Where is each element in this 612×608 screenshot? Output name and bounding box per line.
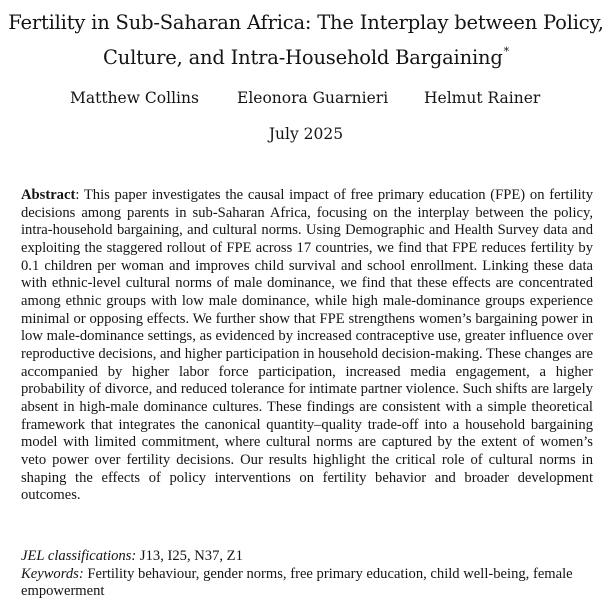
title-line-2-text: Culture, and Intra-Household Bargaining — [103, 46, 503, 69]
jel-codes: J13, I25, N37, Z1 — [139, 548, 243, 564]
title-line-2 — [0, 37, 612, 72]
title-line-1: Fertility in Sub-Saharan Africa: The Interplay between Policy, — [8, 11, 604, 34]
publication-date: July 2025 — [268, 125, 344, 143]
keywords-label: Keywords: — [21, 565, 84, 582]
title-footnote-mark: * — [503, 45, 509, 58]
classification-block — [21, 548, 593, 601]
keywords — [21, 566, 593, 601]
keywords-text: Fertility behaviour, gender norms, free primary education, child well-being, female empowerment — [21, 565, 573, 600]
author-name: Helmut Rainer — [424, 89, 541, 107]
author-list — [0, 89, 612, 111]
jel-classifications — [21, 548, 593, 566]
author-name: Matthew Collins — [70, 89, 199, 107]
author-name: Eleonora Guarnieri — [237, 89, 389, 107]
paper-title — [0, 8, 612, 72]
abstract: Abstract: This paper investigates the causal impact of free primary education (FPE) on fertility decisions among parents in sub-Saharan Africa, focusing on the interplay between the policy, intra-household bargaining, and cultural norms. Using Demographic and Health Survey data and exploiting the staggered rollout of FPE across 17 countries, we find that FPE reduces fertility by 0.1 children per woman and improves child survival and school enrollment. Linking these data with ethnic-level cultural norms of male dominance, we find that these effects are concentrated among ethnic groups with low male dominance, while high male-dominance groups experience minimal or opposing effects. We further show that FPE strengthens women’s bargaining power in low male-dominance settings, as evidenced by increased contraceptive use, greater influence over reproductive decisions, and higher participation in household decision-making. These changes are accompanied by higher labor force participation, increased media engagement, a higher probability of divorce, and reduced tolerance for intimate partner violence. Such shifts are largely absent in high-male dominance cultures. These findings are consistent with a simple theoretical framework that integrates the canonical quantity–quality trade-off into a household bargaining model with limited commitment, where cultural norms are captured by the extent of women’s veto power over fertility decisions. Our results highlight the critical role of cultural norms in shaping the effects of policy interventions on fertility behavior and broader development outcomes. — [21, 187, 593, 504]
abstract-text: This paper investigates the causal impact of free primary education (FPE) on fertility decisions among parents in sub-Saharan Africa, focusing on the interplay between the policy, intra-household bargaining, and cultural norms. Using Demographic and Health Survey data and exploiting the staggered rollout of FPE across 17 countries, we find that FPE reduces fertility by 0.1 children per woman and improves child survival and school enrollment. Linking these data with ethnic-level cultural norms of male dominance, we find that these effects are concentrated among ethnic groups with low male dominance, while high male-dominance groups experience minimal or opposing effects. We further show that FPE strengthens women’s bargaining power in low male-dominance settings, as evidenced by increased contraceptive use, greater influence over reproductive decisions, and higher participation in household decision-making. These changes are accompanied by higher labor force participation, increased media engagement, a higher probability of divorce, and reduced tolerance for intimate partner violence. Such shifts are largely absent in high-male dominance cultures. These findings are consistent with a simple theoretical framework that integrates the canonical quantity–quality trade-off into a household bargaining model with limited commitment, where cultural norms are captured by the extent of women’s veto power over fertility decisions. Our results highlight the critical role of cultural norms in shaping the effects of policy interventions on fertility behavior and broader development outcomes. — [21, 187, 593, 504]
abstract-label: Abstract — [21, 187, 76, 203]
jel-label: JEL classifications: — [21, 548, 137, 564]
